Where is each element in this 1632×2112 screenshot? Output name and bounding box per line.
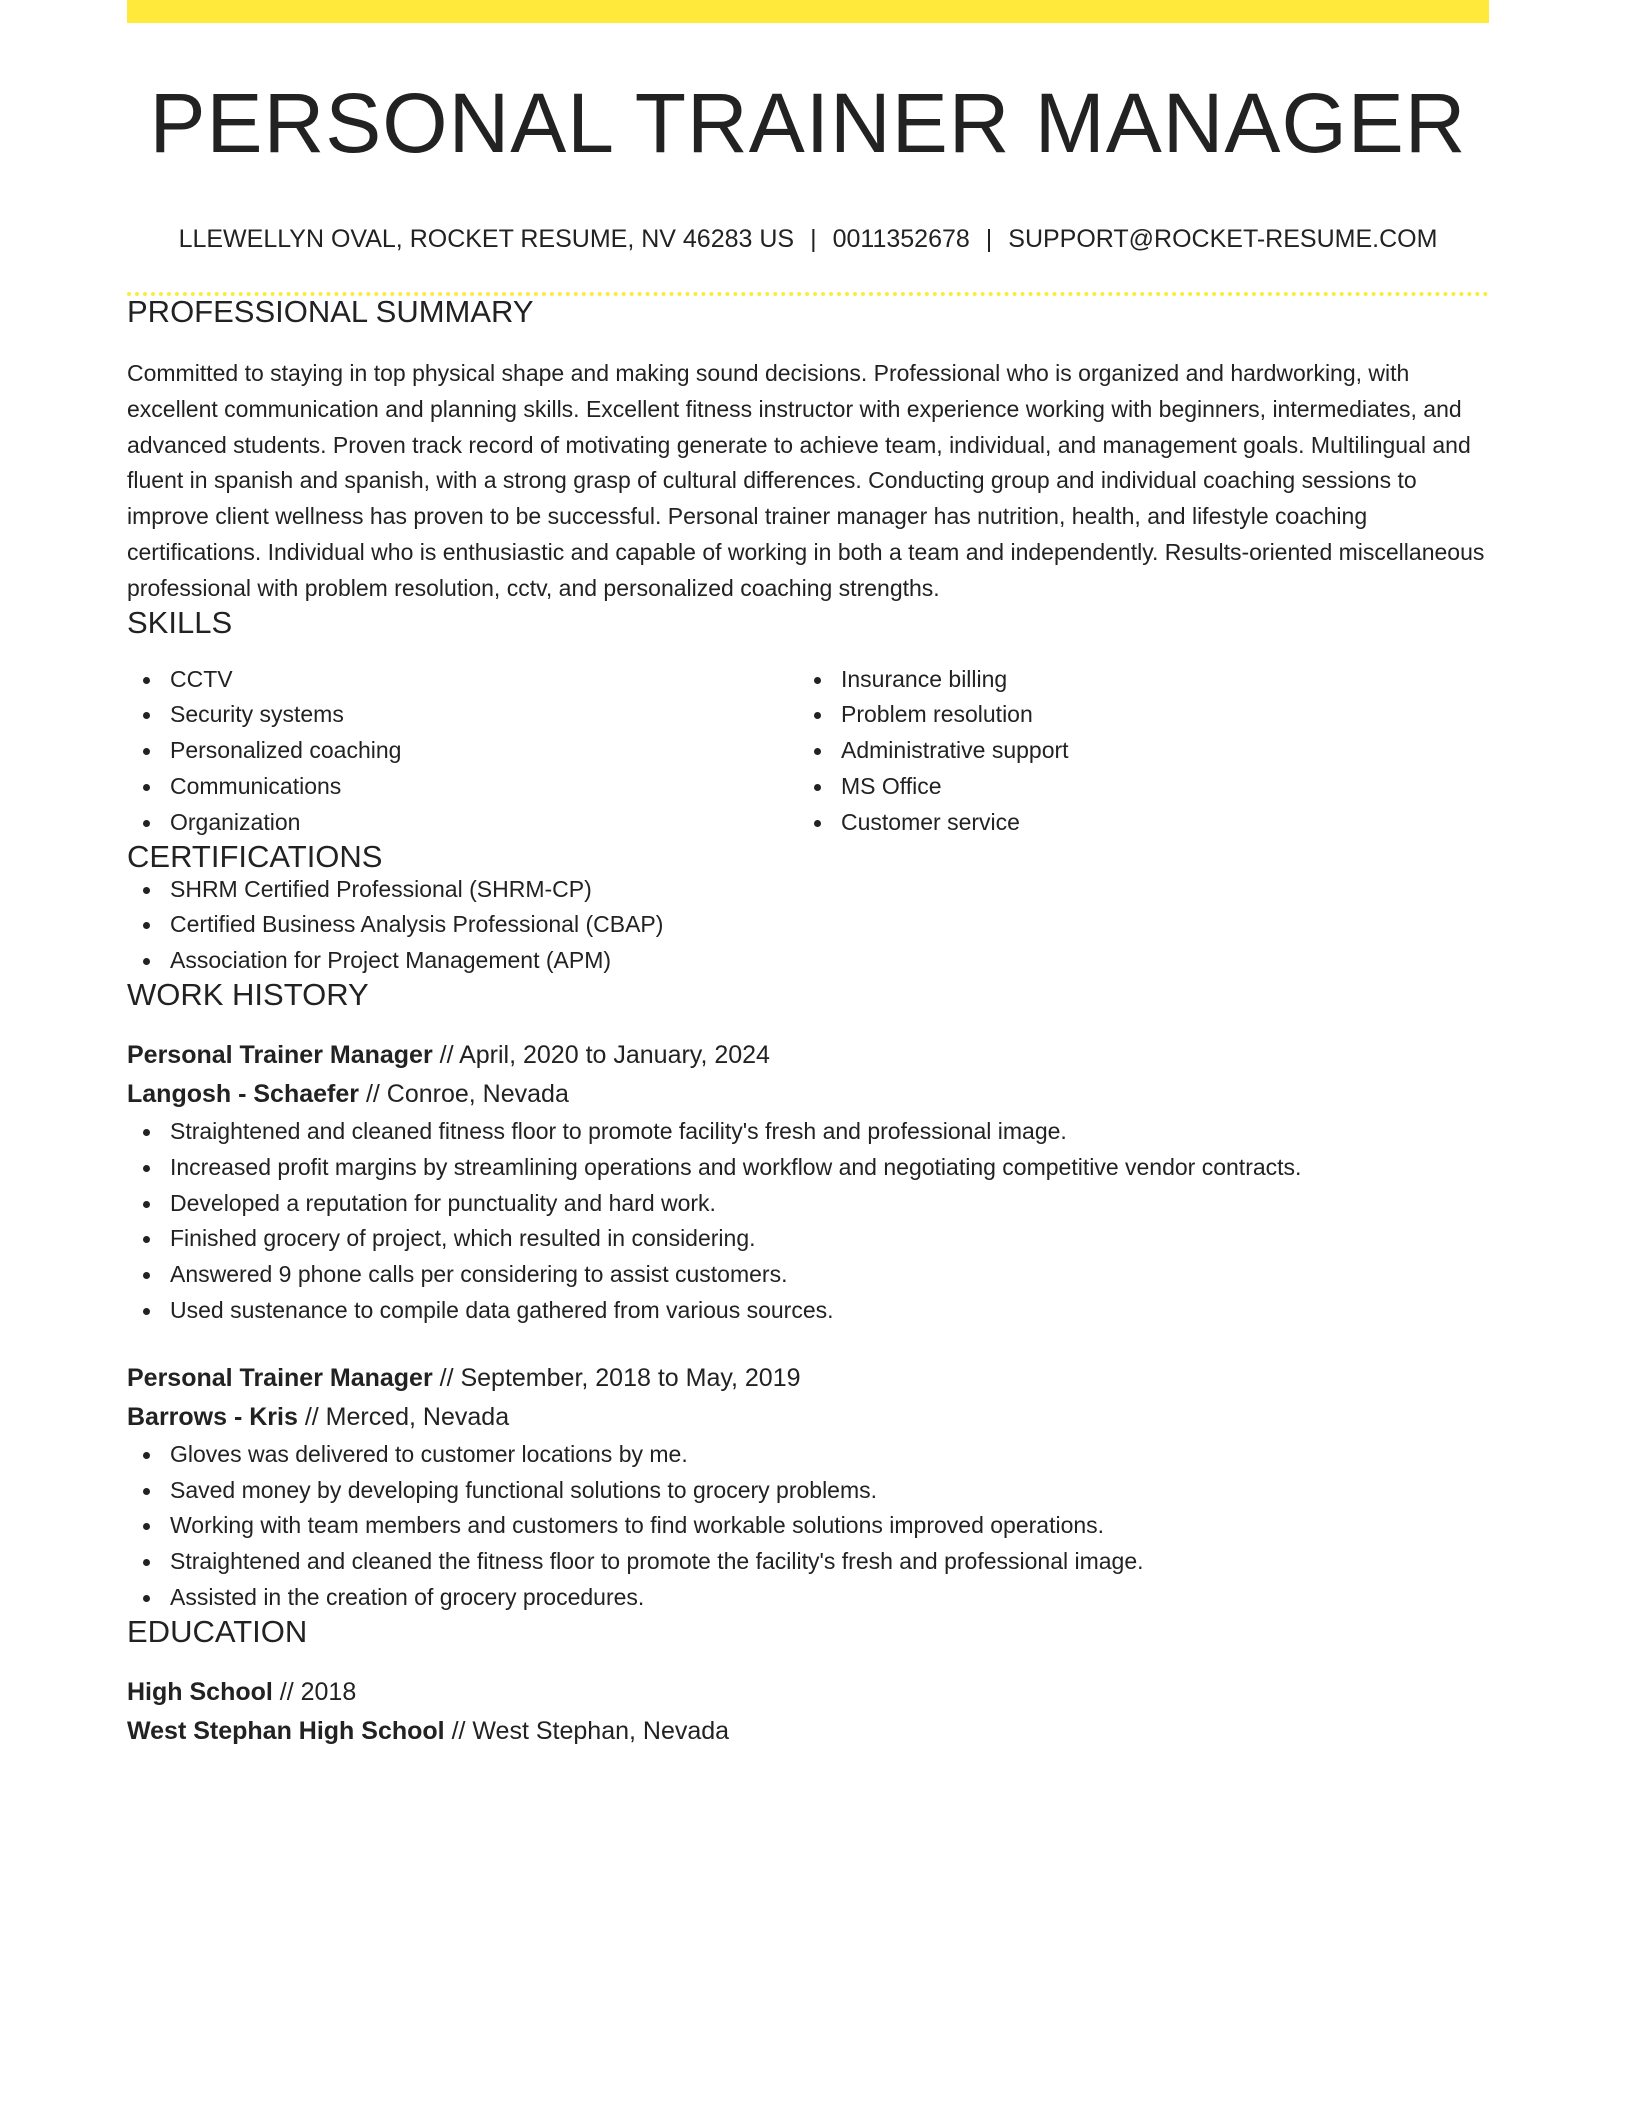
job-duty-item: Working with team members and customers to find workable solutions improved operations. (127, 1508, 1489, 1544)
skill-item: Administrative support (798, 733, 1469, 769)
education-school-line (127, 1712, 1489, 1751)
skills-heading: SKILLS (127, 604, 233, 640)
job-duty-item: Assisted in the creation of grocery procedures. (127, 1580, 1489, 1616)
contact-line (127, 227, 1489, 252)
contact-phone: 0011352678 (832, 225, 970, 253)
education-degree: High School (127, 1677, 273, 1706)
job-duty-item: Developed a reputation for punctuality and hard work. (127, 1186, 1489, 1222)
skill-item: Insurance billing (798, 662, 1469, 698)
skill-item: Personalized coaching (127, 733, 798, 769)
job-dates: // September, 2018 to May, 2019 (439, 1363, 801, 1392)
job-header (127, 1036, 1489, 1114)
skill-item: MS Office (798, 769, 1469, 805)
job-duty-item: Answered 9 phone calls per considering to assist customers. (127, 1257, 1489, 1293)
contact-address: LLEWELLYN OVAL, ROCKET RESUME, NV 46283 US (178, 225, 795, 253)
job-duty-item: Gloves was delivered to customer locations by me. (127, 1437, 1489, 1473)
job-entry (127, 1036, 1489, 1329)
skill-item: Organization (127, 805, 798, 841)
job-entry (127, 1359, 1489, 1616)
job-role-line (127, 1359, 1489, 1398)
contact-separator: | (810, 225, 817, 253)
skill-item: Security systems (127, 697, 798, 733)
skills-column-left (127, 662, 798, 841)
job-header (127, 1359, 1489, 1437)
work-history-heading: WORK HISTORY (127, 976, 369, 1012)
education-school: West Stephan High School (127, 1716, 445, 1745)
job-role: Personal Trainer Manager (127, 1040, 433, 1069)
certification-item: SHRM Certified Professional (SHRM-CP) (127, 872, 1489, 908)
summary-paragraph: Committed to staying in top physical shape and making sound decisions. Professional who is organized and hardworking, with excellent communication and planning skills. Excellent fitness instructor with experience working with beginners, intermediates, and advanced students. Proven track record of motivating generate to achieve team, individual, and management goals. Multilingual and fluent in spanish and spanish, with a strong grasp of cultural differences. Conducting group and individual coaching sessions to improve client wellness has proven to be successful. Personal trainer manager has nutrition, health, and lifestyle coaching certifications. Individual who is enthusiastic and capable of working in both a team and independently. Results-oriented miscellaneous professional with problem resolution, cctv, and personalized coaching strengths. (127, 360, 1485, 601)
skills-column-right (798, 662, 1469, 841)
job-duty-item: Finished grocery of project, which resulted in considering. (127, 1221, 1489, 1257)
skill-item: CCTV (127, 662, 798, 698)
education-year: // 2018 (279, 1677, 357, 1706)
education-heading: EDUCATION (127, 1613, 308, 1649)
job-duties-list (127, 1114, 1489, 1329)
certification-item: Certified Business Analysis Professional (CBAP) (127, 907, 1489, 943)
contact-email: SUPPORT@ROCKET-RESUME.COM (1008, 225, 1438, 253)
job-location: // Merced, Nevada (304, 1402, 510, 1431)
skill-item: Customer service (798, 805, 1469, 841)
job-company-line (127, 1075, 1489, 1114)
job-duty-item: Used sustenance to compile data gathered from various sources. (127, 1293, 1489, 1329)
skills-grid (127, 662, 1489, 841)
skill-item: Problem resolution (798, 697, 1469, 733)
job-location: // Conroe, Nevada (365, 1079, 569, 1108)
job-role-line (127, 1036, 1489, 1075)
certifications-list (127, 872, 1489, 979)
job-company-line (127, 1398, 1489, 1437)
job-dates: // April, 2020 to January, 2024 (439, 1040, 770, 1069)
job-duties-list (127, 1437, 1489, 1616)
education-entry (127, 1673, 1489, 1751)
resume-page (127, 0, 1489, 1751)
contact-separator: | (985, 225, 993, 253)
job-duty-item: Straightened and cleaned fitness floor to promote facility's fresh and professional image. (127, 1114, 1489, 1150)
summary-heading: PROFESSIONAL SUMMARY (127, 294, 534, 329)
certification-item: Association for Project Management (APM) (127, 943, 1489, 979)
skill-item: Communications (127, 769, 798, 805)
education-location: // West Stephan, Nevada (451, 1716, 730, 1745)
education-degree-line (127, 1673, 1489, 1712)
candidate-name: PERSONAL TRAINER MANAGER (149, 76, 1467, 170)
job-duty-item: Straightened and cleaned the fitness floor to promote the facility's fresh and professional image. (127, 1544, 1489, 1580)
job-company: Barrows - Kris (127, 1402, 298, 1431)
job-duty-item: Increased profit margins by streamlining operations and workflow and negotiating competitive vendor contracts. (127, 1150, 1489, 1186)
job-company: Langosh - Schaefer (127, 1079, 359, 1108)
certifications-heading: CERTIFICATIONS (127, 838, 383, 874)
job-role: Personal Trainer Manager (127, 1363, 433, 1392)
accent-top-bar (127, 0, 1489, 23)
job-duty-item: Saved money by developing functional solutions to grocery problems. (127, 1473, 1489, 1509)
